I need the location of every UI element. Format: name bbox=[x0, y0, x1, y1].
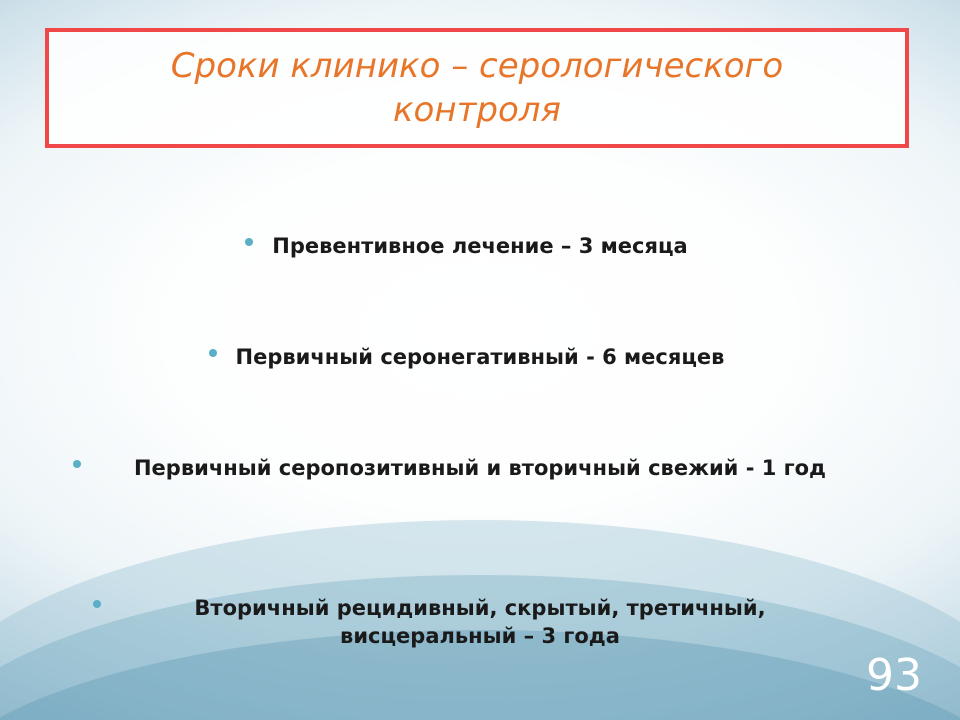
bullet-dot-icon bbox=[93, 600, 101, 608]
page-number: 93 bbox=[866, 650, 922, 701]
slide-title: Сроки клинико – серологического контроля bbox=[170, 46, 784, 130]
bullet-item bbox=[0, 454, 960, 482]
bullet-item bbox=[0, 343, 960, 371]
bullet-text: Превентивное лечение – 3 месяца bbox=[272, 234, 688, 258]
bullet-item bbox=[0, 232, 960, 260]
bullet-dot-icon bbox=[209, 349, 217, 357]
bullet-item bbox=[0, 594, 960, 650]
bullet-dot-icon bbox=[73, 460, 81, 468]
bullet-text: Первичный серопозитивный и вторичный свежий - 1 год bbox=[133, 456, 827, 480]
bullet-text: Вторичный рецидивный, скрытый, третичный, висцеральный – 3 года bbox=[194, 596, 766, 648]
bullet-dot-icon bbox=[245, 238, 253, 246]
bullet-text: Первичный серонегативный - 6 месяцев bbox=[235, 345, 725, 369]
